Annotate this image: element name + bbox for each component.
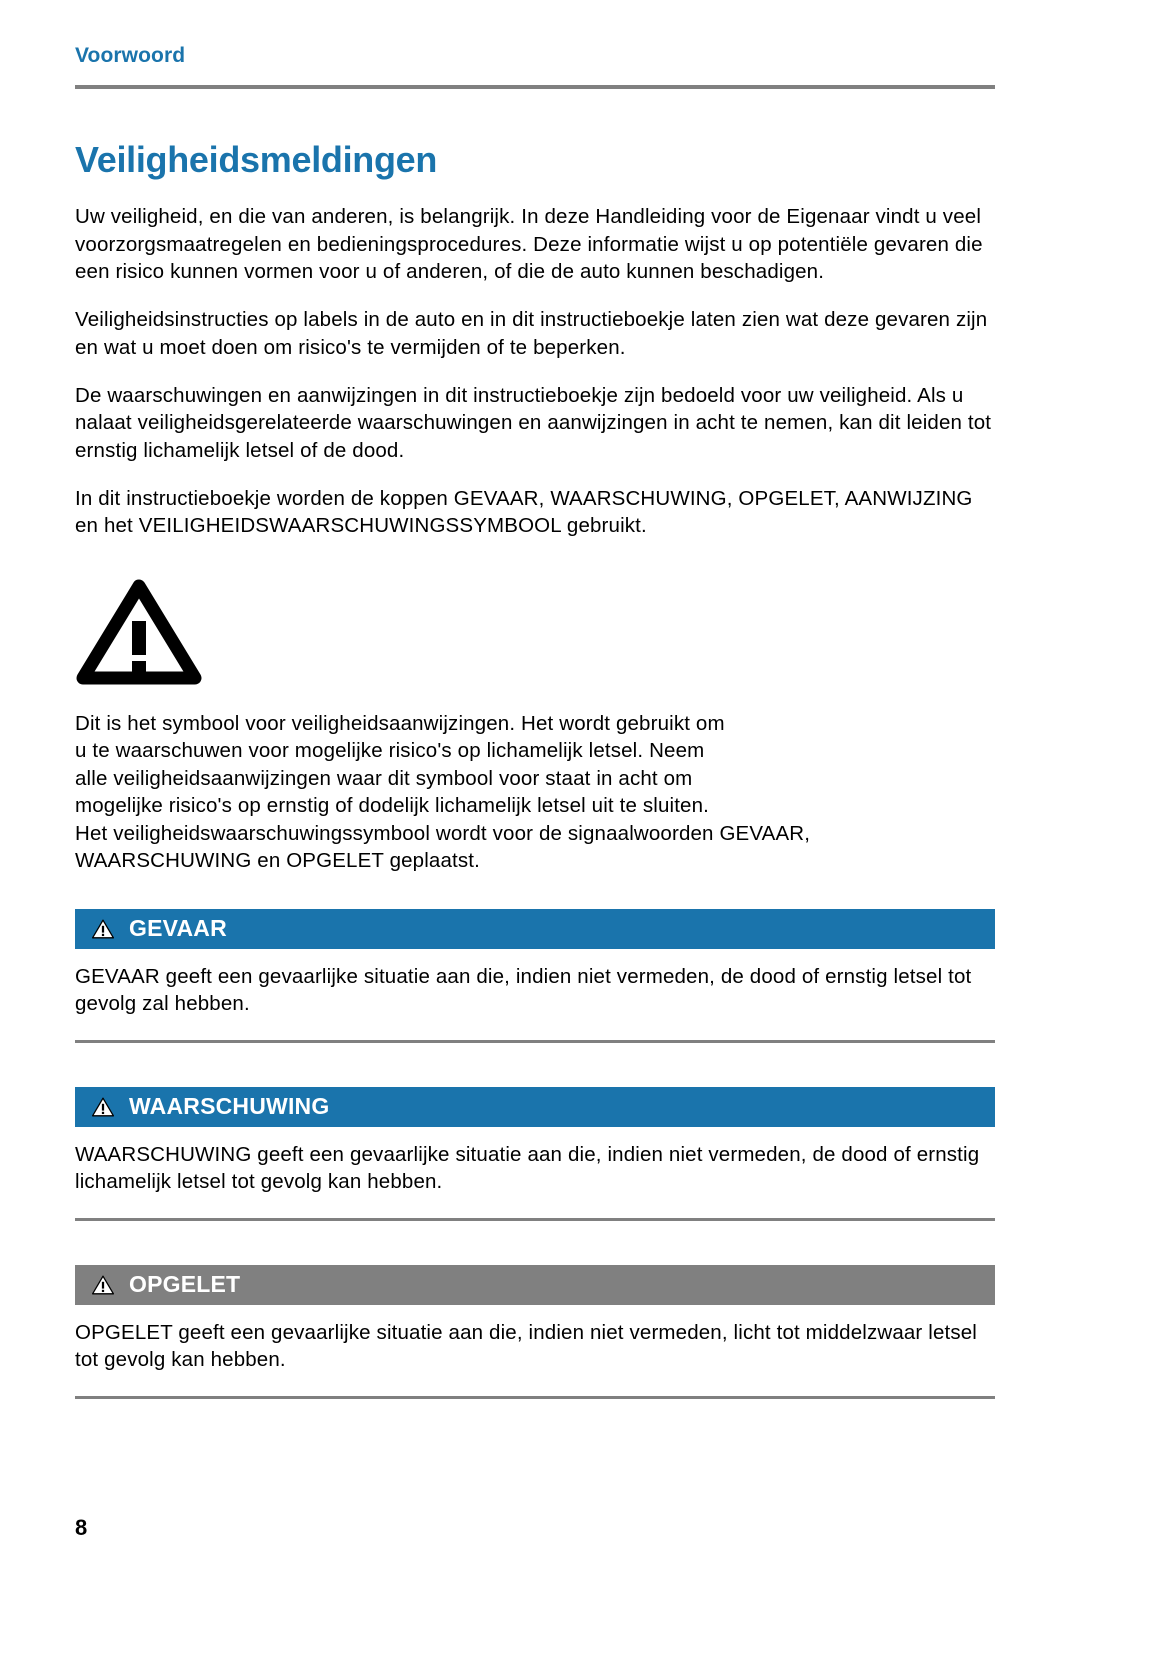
notice-gevaar	[75, 909, 995, 1043]
caption-line: WAARSCHUWING en OPGELET geplaatst.	[75, 849, 480, 872]
page-title: Veiligheidsmeldingen	[75, 139, 438, 181]
caption-line: alle veiligheidsaanwijzingen waar dit symbool voor staat in acht om	[75, 766, 693, 790]
page-number: 8	[75, 1515, 88, 1540]
notice-body-gevaar: GEVAAR geeft een gevaarlijke situatie aan die, indien niet vermeden, de dood of ernstig letsel tot gevolg zal hebben.	[75, 964, 972, 1015]
caption-line: Het veiligheidswaarschuwingssymbool wordt voor de signaalwoorden GEVAAR,	[75, 821, 811, 845]
notice-label-waarschuwing: WAARSCHUWING	[129, 1093, 330, 1119]
caption-line: Dit is het symbool voor veiligheidsaanwijzingen. Het wordt gebruikt om	[75, 711, 725, 735]
safety-symbol-caption	[75, 710, 995, 875]
caption-line: mogelijke risico's op ernstig of dodelijk lichamelijk letsel uit te sluiten.	[75, 794, 710, 817]
notice-divider	[75, 1396, 995, 1399]
warning-triangle-icon	[75, 576, 203, 688]
notice-body-opgelet: OPGELET geeft een gevaarlijke situatie aan die, indien niet vermeden, licht tot middelzwaar letsel tot gevolg kan hebben.	[75, 1320, 978, 1371]
caption-line: u te waarschuwen voor mogelijke risico's op lichamelijk letsel. Neem	[75, 739, 705, 762]
notice-label-gevaar: GEVAAR	[129, 915, 227, 941]
intro-paragraph-3: De waarschuwingen en aanwijzingen in dit instructieboekje zijn bedoeld voor uw veiligheid. Als u nalaat veiligheidsgerelateerde waarschuwingen en aanwijzingen in acht te nemen, kan dit leiden tot ernstig lichamelijk letsel of de dood.	[75, 383, 992, 462]
running-header-title: Voorwoord	[75, 44, 186, 67]
intro-paragraph-2: Veiligheidsinstructies op labels in de auto en in dit instructieboekje laten zien wat deze gevaren zijn en wat u moet doen om risico's te vermijden of te beperken.	[75, 308, 988, 359]
notice-body-waarschuwing: WAARSCHUWING geeft een gevaarlijke situatie aan die, indien niet vermeden, de dood of ernstig lichamelijk letsel tot gevolg kan hebben.	[75, 1142, 980, 1193]
notice-banner-gevaar	[75, 909, 995, 949]
spacer	[75, 875, 995, 909]
page-content	[75, 0, 995, 1399]
warning-triangle-icon	[91, 918, 115, 940]
warning-triangle-icon	[91, 1096, 115, 1118]
intro-paragraph-1: Uw veiligheid, en die van anderen, is belangrijk. In deze Handleiding voor de Eigenaar vindt u veel voorzorgsmaatregelen en bedieningsprocedures. Deze informatie wijst u op potentiële gevaren die een risico kunnen vormen voor u of anderen, of die de auto kunnen beschadigen.	[75, 205, 983, 283]
header-divider	[75, 85, 995, 89]
notice-banner-waarschuwing	[75, 1087, 995, 1127]
intro-paragraph-4: In dit instructieboekje worden de koppen GEVAAR, WAARSCHUWING, OPGELET, AANWIJZING en het VEILIGHEIDSWAARSCHUWINGSSYMBOOL gebruikt.	[75, 486, 973, 537]
warning-triangle-icon	[91, 1274, 115, 1296]
spacer	[75, 1043, 995, 1087]
notice-banner-opgelet	[75, 1265, 995, 1305]
notice-label-opgelet: OPGELET	[129, 1271, 241, 1297]
safety-alert-symbol-block	[75, 576, 995, 688]
notice-waarschuwing	[75, 1087, 995, 1221]
spacer	[75, 1221, 995, 1265]
notice-opgelet	[75, 1265, 995, 1399]
